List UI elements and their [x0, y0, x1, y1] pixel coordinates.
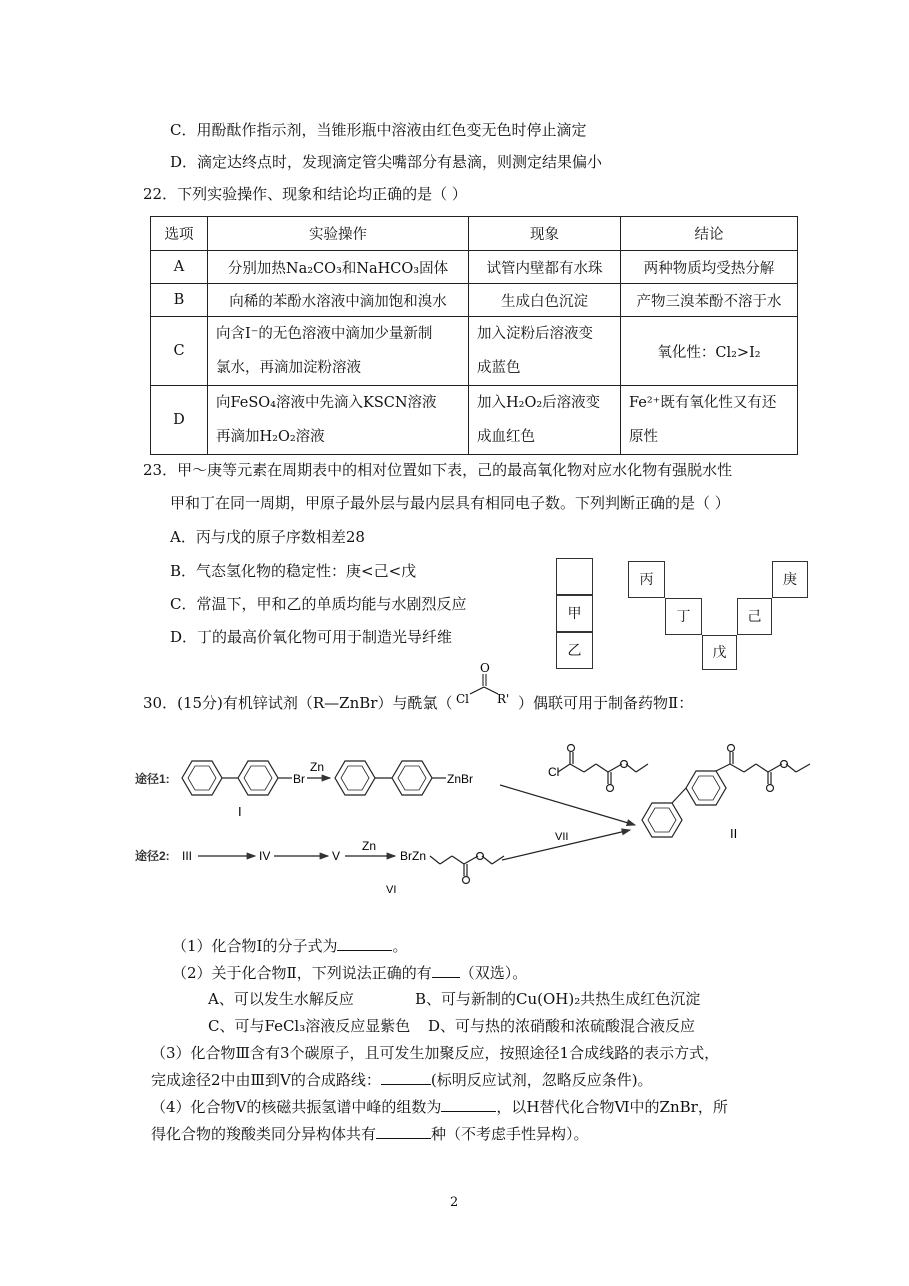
acyl-o-label: O	[480, 661, 490, 675]
pt-cell-bing: 丙	[628, 561, 665, 598]
q23-stem-line1: 23．甲～庚等元素在周期表中的相对位置如下表，己的最高氧化物对应水化物有强脱水性	[143, 461, 733, 479]
table-row	[151, 386, 798, 455]
row-a-phenomenon: 试管内壁都有水珠	[469, 251, 621, 284]
compound-VI-label: VI	[386, 884, 397, 896]
q30-part4-end: 种（不考虑手性异构）。	[431, 1125, 589, 1143]
row-c-phenomenon-line2: 成蓝色	[477, 360, 521, 376]
row-d-phenomenon	[469, 386, 621, 455]
compound-II-structure	[642, 745, 810, 838]
table-row	[151, 251, 798, 284]
answer-blank	[441, 1097, 496, 1112]
pt-cell-jia: 甲	[556, 595, 593, 632]
q23-option-c: C．常温下，甲和乙的单质均能与水剧烈反应	[170, 595, 467, 613]
q22-table	[150, 216, 798, 455]
header-conclusion: 结论	[621, 217, 798, 251]
q30-part1	[172, 936, 408, 956]
row-c-operation	[208, 317, 469, 386]
compound-IV-label: IV	[259, 849, 271, 863]
pt-cell-wu: 戊	[702, 635, 737, 670]
q23-option-d: D．丁的最高价氧化物可用于制造光导纤维	[170, 628, 453, 646]
q30-part2-option-c: C、可与FeCl₃溶液反应显紫色	[208, 1017, 411, 1035]
q30-part4-line1	[151, 1097, 728, 1117]
table-row	[151, 317, 798, 386]
row-b-conclusion: 产物三溴苯酚不溶于水	[621, 284, 798, 317]
row-a-option: A	[151, 251, 208, 284]
zn-reagent-label-1: Zn	[310, 760, 325, 774]
q23-stem-line2: 甲和丁在同一周期，甲原子最外层与最内层具有相同电子数。下列判断正确的是（ ）	[170, 494, 730, 512]
q30-part2-end: （双选）。	[459, 964, 528, 982]
row-b-phenomenon: 生成白色沉淀	[469, 284, 621, 317]
zn-reagent-label-2: Zn	[362, 839, 377, 853]
compound-V-label: V	[332, 849, 341, 863]
q30-part2-option-a: A、可以发生水解反应	[208, 990, 354, 1008]
q22-stem: 22．下列实验操作、现象和结论均正确的是（ ）	[143, 185, 467, 203]
answer-blank	[337, 936, 392, 951]
compound-III-label: III	[182, 849, 193, 863]
row-c-phenomenon	[469, 317, 621, 386]
q30-part4-text2: 得化合物的羧酸类同分异构体共有	[151, 1125, 377, 1143]
row-c-operation-line1: 向含I⁻的无色溶液中滴加少量新制	[216, 326, 433, 342]
pt-cell-ji: 己	[737, 598, 772, 635]
q30-part3-end: (标明反应试剂，忽略反应条件)。	[430, 1071, 653, 1089]
row-c-conclusion: 氧化性：Cl₂>I₂	[621, 317, 798, 386]
step-VII-label: VII	[555, 831, 569, 843]
row-d-operation-line2: 再滴加H₂O₂溶液	[216, 429, 325, 445]
compound-I-label: I	[238, 804, 242, 819]
bromo-label: Br	[293, 772, 305, 786]
q30-part2-text: （2）关于化合物Ⅱ，下列说法正确的有	[172, 964, 432, 982]
row-c-phenomenon-line1: 加入淀粉后溶液变	[477, 326, 593, 342]
q23-option-a: A．丙与戊的原子序数相差28	[170, 528, 365, 546]
q30-part2	[172, 963, 527, 983]
answer-blank	[376, 1124, 431, 1139]
q30-part2-option-b: B、可与新制的Cu(OH)₂共热生成红色沉淀	[415, 990, 701, 1008]
q30-part3-line1: （3）化合物Ⅲ含有3个碳原子，且可发生加聚反应，按照途径1合成线路的表示方式，	[151, 1044, 720, 1062]
compound-VI-structure	[430, 853, 504, 884]
route1-label: 途径1:	[135, 772, 170, 786]
row-d-phenomenon-line2: 成血红色	[477, 429, 535, 445]
compound-I-structure	[182, 761, 292, 795]
q30-part4-mid: ，以H替代化合物Ⅵ中的ZnBr，所	[496, 1098, 728, 1116]
reagent-cl-label: Cl	[548, 765, 560, 779]
pt-cell-yi: 乙	[556, 632, 593, 669]
q30-part3-text: 完成途径2中由Ⅲ到Ⅴ的合成路线：	[151, 1071, 381, 1089]
q21-option-d: D．滴定达终点时，发现滴定管尖嘴部分有悬滴，则测定结果偏小	[170, 153, 603, 171]
q30-stem-part1: 30．(15分)有机锌试剂（R—ZnBr）与酰氯（	[143, 694, 453, 712]
compound-II-label: II	[730, 826, 738, 841]
row-d-operation-line1: 向FeSO₄溶液中先滴入KSCN溶液	[216, 395, 437, 411]
znbr-label: ZnBr	[447, 772, 474, 786]
row-a-operation: 分别加热Na₂CO₃和NaHCO₃固体	[208, 251, 469, 284]
row-a-conclusion: 两种物质均受热分解	[621, 251, 798, 284]
route2-label: 途径2:	[135, 849, 170, 863]
row-d-phenomenon-line1: 加入H₂O₂后溶液变	[477, 395, 601, 411]
pt-cell-empty	[556, 558, 593, 595]
header-option: 选项	[151, 217, 208, 251]
acyl-cl-label: Cl	[456, 692, 470, 706]
biphenyl-znbr-structure	[335, 761, 446, 795]
pt-cell-ding: 丁	[665, 598, 702, 635]
brzn-label: BrZn	[400, 849, 427, 863]
row-b-operation: 向稀的苯酚水溶液中滴加饱和溴水	[208, 284, 469, 317]
row-d-operation	[208, 386, 469, 455]
row-d-conclusion	[621, 386, 798, 455]
table-row	[151, 284, 798, 317]
pt-cell-geng: 庚	[772, 561, 808, 598]
answer-blank	[381, 1070, 431, 1085]
q23-option-b: B．气态氢化物的稳定性：庚<己<戊	[170, 562, 417, 580]
acyl-r-label: R'	[497, 692, 510, 706]
row-b-option: B	[151, 284, 208, 317]
row-c-operation-line2: 氯水，再滴加淀粉溶液	[216, 360, 361, 376]
q30-stem-part2: ）偶联可用于制备药物Ⅱ：	[518, 694, 694, 712]
q30-part4-line2	[151, 1124, 589, 1144]
header-operation: 实验操作	[208, 217, 469, 251]
synthesis-scheme	[130, 740, 820, 900]
row-d-conclusion-line2: 原性	[629, 429, 658, 445]
row-d-option: D	[151, 386, 208, 455]
q21-option-c: C．用酚酞作指示剂，当锥形瓶中溶液由红色变无色时停止滴定	[170, 121, 587, 139]
row-c-option: C	[151, 317, 208, 386]
answer-blank	[432, 963, 460, 978]
header-phenomenon: 现象	[469, 217, 621, 251]
page-number: 2	[450, 1195, 459, 1210]
q30-part4-text: （4）化合物Ⅴ的核磁共振氢谱中峰的组数为	[151, 1098, 442, 1116]
q30-part3-line2	[151, 1070, 653, 1090]
acyl-chloride-structure	[450, 660, 520, 710]
acyl-chloride-reagent-structure	[558, 745, 648, 792]
q30-part2-option-d: D、可与热的浓硝酸和浓硫酸混合液反应	[428, 1017, 696, 1035]
row-d-conclusion-line1: Fe²⁺既有氧化性又有还	[629, 395, 777, 411]
q30-part1-end: 。	[392, 937, 408, 955]
q30-part1-text: （1）化合物Ⅰ的分子式为	[172, 937, 338, 955]
table-header-row	[151, 217, 798, 251]
